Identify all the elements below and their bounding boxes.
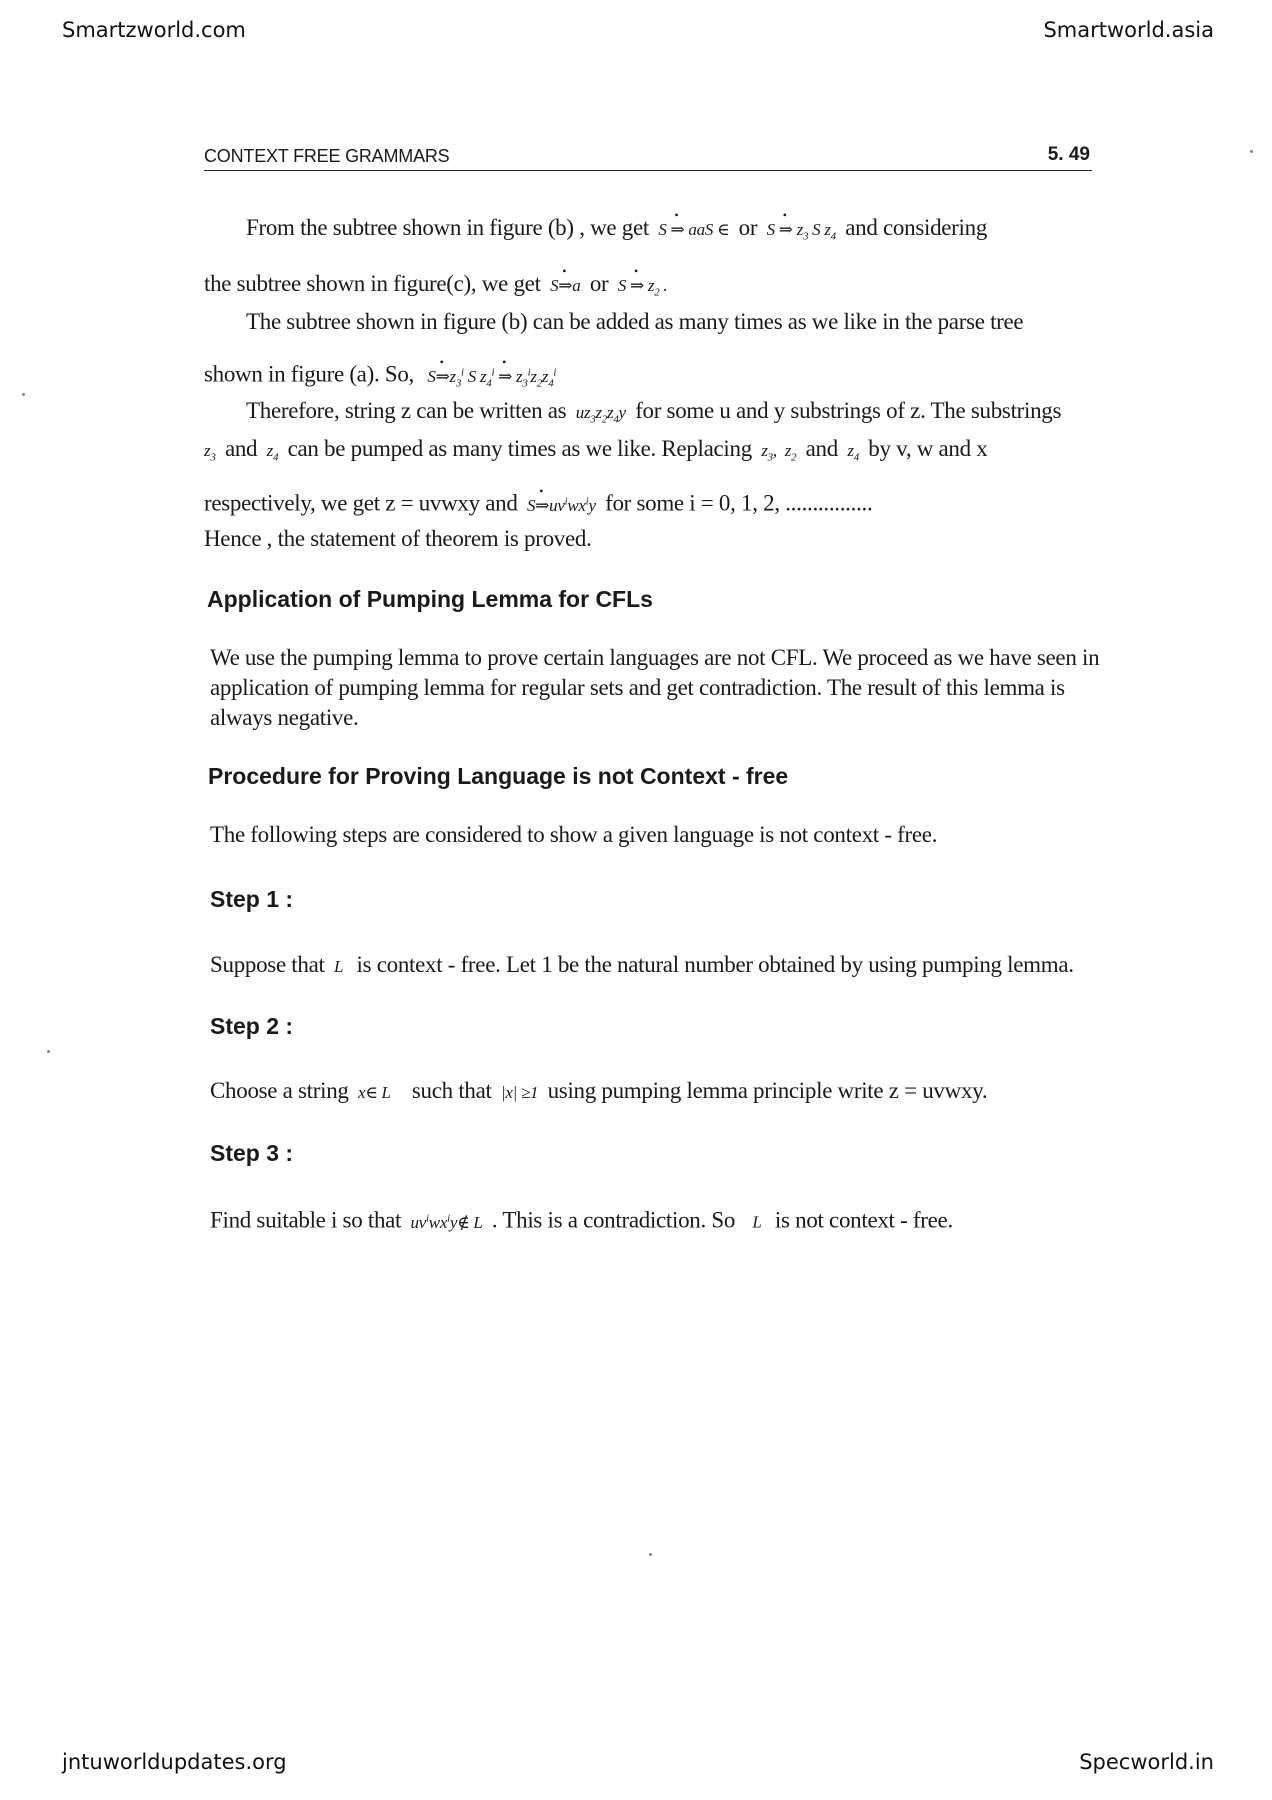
running-head <box>204 146 1092 171</box>
application-heading: Application of Pumping Lemma for CFLs <box>207 586 653 612</box>
proof-line-6: $z_3$ and $z_4$ can be pumped as many times as we like. Replacing $z_3$, $z_2$ and $z_4$ by v, w and x <box>204 436 988 464</box>
step-3-text: Find suitable i so that $uv^iwx^iy\notin$ L . This is a contradiction. So L is not context - free. <box>210 1207 953 1233</box>
watermark-top-left: Smartzworld.com <box>62 18 246 42</box>
step-2-text: Choose a string x∈ L such that |x| ≥1 using pumping lemma principle write z = uvwxy. <box>210 1078 988 1103</box>
proof-line-4: shown in figure (a). So, S• $\Rightarrow z_3^i$ S $z_4^i$ • ⇒ $z_3^iz_2z_4^i$ <box>204 357 556 398</box>
procedure-heading: Procedure for Proving Language is not Context - free <box>208 763 789 789</box>
watermark-bottom-right: Specworld.in <box>1079 1750 1214 1774</box>
proof-line-8: Hence , the statement of theorem is proved. <box>204 526 592 551</box>
scan-speck <box>47 1050 50 1053</box>
procedure-paragraph: The following steps are considered to show a given language is not context - free. <box>210 822 938 847</box>
watermark-top-right: Smartworld.asia <box>1043 18 1214 42</box>
step-2-heading: Step 2 : <box>210 1013 294 1039</box>
application-paragraph: We use the pumping lemma to prove certain languages are not CFL. We proceed as we have seen in application of pumping lemma for regular sets and get contradiction. The result of this lemma is always negative. <box>210 645 1100 730</box>
proof-line-1: From the subtree shown in figure (b) , we get S • ⇒ aaS ∈ or S • ⇒ $z_3$ S $z_4$ and considering <box>246 213 987 251</box>
step-1-text: Suppose that L is context - free. Let 1 be the natural number obtained by using pumping lemma. <box>210 952 1074 977</box>
scan-speck <box>1250 150 1253 153</box>
step-3-heading: Step 3 : <box>210 1140 294 1166</box>
proof-line-3: The subtree shown in figure (b) can be added as many times as we like in the parse tree <box>246 309 1024 334</box>
page-number: 5. 49 <box>1047 144 1090 165</box>
scan-speck <box>649 1553 652 1556</box>
proof-line-2: the subtree shown in figure(c), we get S• ⇒a or S • ⇒ $z_2$ . <box>204 269 667 307</box>
proof-line-7: respectively, we get z = uvwxy and S• $\Rightarrow uv^iwx^iy$ for some i = 0, 1, 2, ................ <box>204 486 872 521</box>
proof-line-5: Therefore, string z can be written as $uz_3z_2z_4y$ for some u and y substrings of z. The substrings <box>246 398 1062 426</box>
chapter-title: CONTEXT FREE GRAMMARS <box>204 146 450 166</box>
step-1-heading: Step 1 : <box>210 886 294 912</box>
watermark-bottom-left: jntuworldupdates.org <box>62 1750 287 1774</box>
scan-speck <box>22 393 25 396</box>
